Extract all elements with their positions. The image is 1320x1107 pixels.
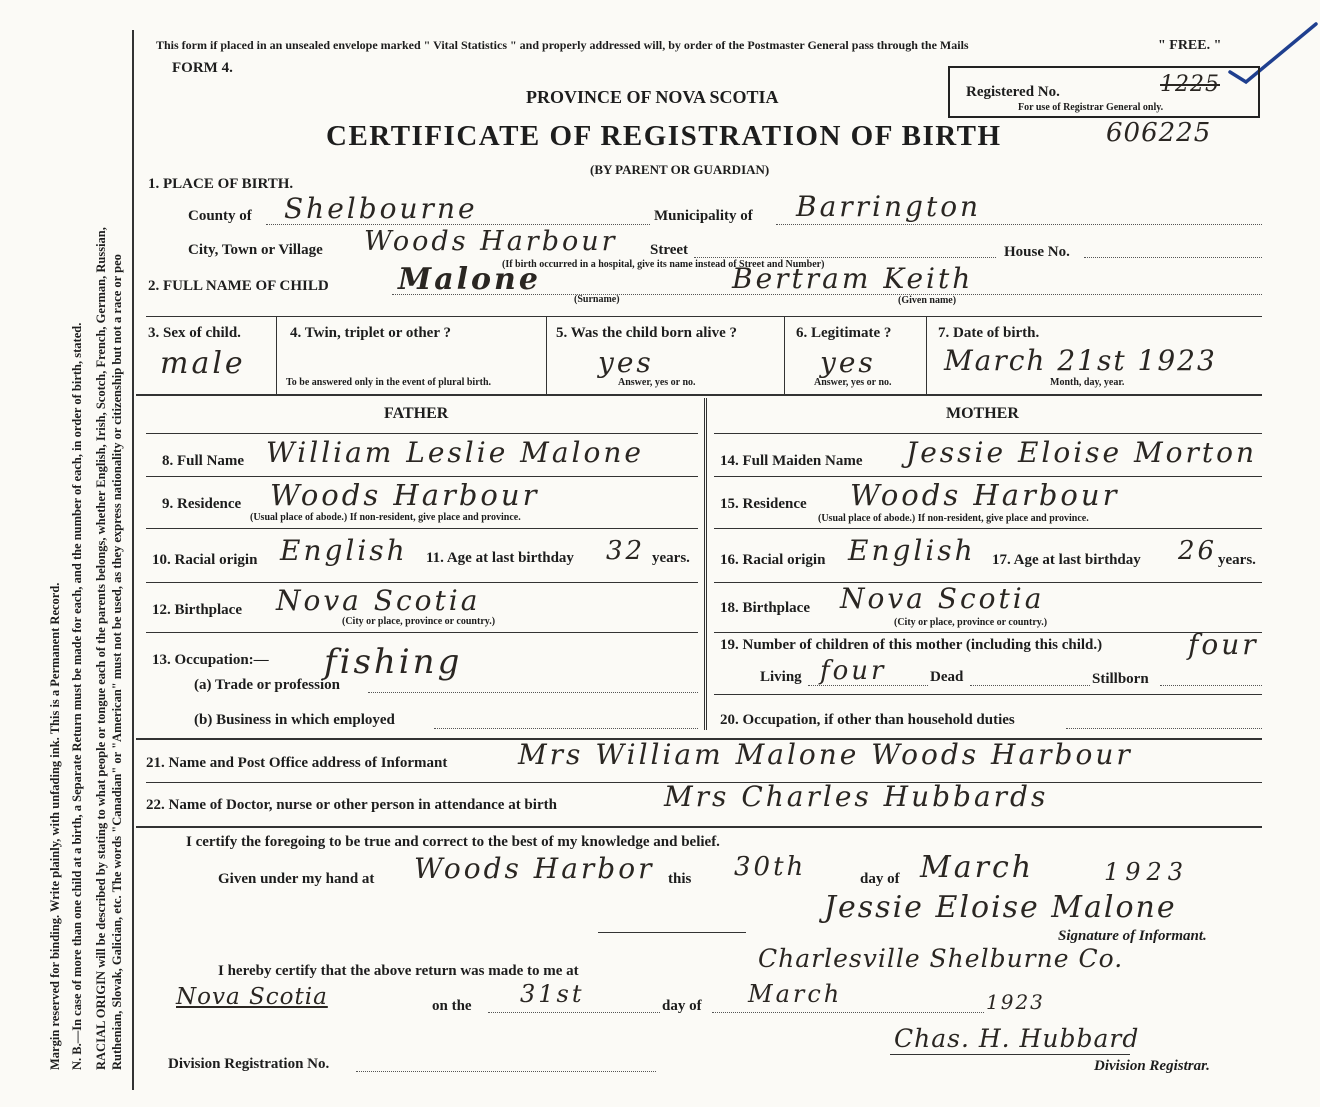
mother-name-label: 14. Full Maiden Name [720,453,863,469]
dob-label: 7. Date of birth. [938,325,1040,341]
father-name[interactable]: William Leslie Malone [266,436,644,469]
trade-label: (a) Trade or profession [194,677,340,693]
postal-notice: This form if placed in an unsealed envelope marked " Vital Statistics " and properly addressed will, by order of the Postmaster General pass through the Mails [156,38,969,52]
mother-name[interactable]: Jessie Eloise Morton [906,436,1258,469]
registered-number-box [948,66,1260,118]
alive-label: 5. Was the child born alive ? [556,325,737,341]
province-heading: PROVINCE OF NOVA SCOTIA [526,87,779,107]
city-label: City, Town or Village [188,242,323,258]
street-line [694,257,996,258]
rule-father-2 [146,528,698,529]
rule-below-row3 [136,394,1262,396]
return-label: I hereby certify that the above return was made to me at [218,963,579,979]
county-label: County of [188,208,252,224]
mother-heading: MOTHER [946,405,1019,422]
county-value[interactable]: Shelbourne [284,192,478,225]
mother-residence-label: 15. Residence [720,496,807,512]
divider-4-5 [546,316,547,394]
mother-children-label: 19. Number of children of this mother (including this child.) [720,637,1103,653]
return-month-line [712,1012,984,1013]
certificate-title: CERTIFICATE OF REGISTRATION OF BIRTH [326,120,1002,152]
return-day[interactable]: 31st [520,980,585,1008]
doctor-label: 22. Name of Doctor, nurse or other person in attendance at birth [146,797,557,813]
return-month[interactable]: March [748,980,843,1008]
child-surname[interactable]: Malone [398,262,541,297]
margin-racial-note-1: RACIAL ORIGIN will be described by stating to what people or tongue each of the parents belongs, whether English, Irish, Scotch, French, German, Russian, [94,227,108,1070]
given-name-caption: (Given name) [898,295,957,306]
hospital-note: (If birth occurred in a hospital, give its name instead of Street and Number) [502,259,825,270]
rule-doctor [136,826,1262,828]
signature-label: Signature of Informant. [1058,928,1207,944]
rule-below-headings-father [146,433,698,434]
mother-age[interactable]: 26 [1178,536,1218,566]
given-place[interactable]: Woods Harbor [414,852,655,885]
municipality-label: Municipality of [654,208,753,224]
mother-birthplace-label: 18. Birthplace [720,600,810,616]
given-day[interactable]: 30th [734,852,807,882]
municipality-line [776,224,1262,225]
child-name-label: 2. FULL NAME OF CHILD [148,278,329,294]
division-no-line [356,1071,656,1072]
certificate-number: 606225 [1106,118,1212,148]
registered-label: Registered No. [966,84,1060,100]
sex-value[interactable]: male [160,346,246,381]
mother-race-label: 16. Racial origin [720,552,826,568]
free-label: " FREE. " [1158,38,1222,53]
return-province[interactable]: Nova Scotia [176,984,328,1010]
dead-line [970,685,1090,686]
margin-binding-note: Margin reserved for binding. Write plainly, with unfading ink. This is a Permanent Record. [48,582,62,1070]
father-years-label: years. [652,550,690,566]
mother-occupation-label: 20. Occupation, if other than household duties [720,712,1015,728]
business-line [434,728,698,729]
given-under-label: Given under my hand at [218,871,375,887]
form-number: FORM 4. [172,60,233,76]
twin-label: 4. Twin, triplet or other ? [290,325,451,341]
county-line [266,224,650,225]
municipality-value[interactable]: Barrington [796,190,982,223]
doctor-value[interactable]: Mrs Charles Hubbards [664,780,1049,813]
father-occupation[interactable]: fishing [324,642,463,682]
mother-occupation-line [1066,728,1262,729]
rule-mother-4 [714,632,1262,633]
mother-birthplace[interactable]: Nova Scotia [840,582,1045,615]
divider-5-6 [784,316,785,394]
legitimate-note: Answer, yes or no. [814,377,892,388]
return-day-line [488,1012,660,1013]
child-given-name[interactable]: Bertram Keith [732,262,974,295]
father-residence[interactable]: Woods Harbour [270,478,540,512]
mother-residence-note: (Usual place of abode.) If non-resident, give place and province. [818,513,1089,524]
father-residence-note: (Usual place of abode.) If non-resident, give place and province. [250,512,521,523]
given-month[interactable]: March [920,850,1035,885]
rule-father-1 [146,476,698,477]
registered-value: 1225 [1160,72,1220,97]
return-year[interactable]: 1923 [986,990,1045,1014]
business-label: (b) Business in which employed [194,712,395,728]
father-residence-label: 9. Residence [162,496,242,512]
father-birthplace[interactable]: Nova Scotia [276,584,481,617]
parents-divider [704,398,707,730]
given-year[interactable]: 1923 [1104,858,1190,886]
margin-nb-note: N. B.—In case of more than one child at a birth, a Separate Return must be made for each, and the number of each, in order of birth, stated. [70,322,84,1070]
trade-line [368,692,698,693]
day-of-label: day of [860,871,900,887]
divider-3-4 [276,316,277,394]
signature-line [598,932,746,933]
informant-label: 21. Name and Post Office address of Informant [146,755,448,771]
child-name-line [392,294,1262,295]
registrar-note: For use of Registrar General only. [1018,102,1164,113]
living-value[interactable]: four [820,656,887,686]
rule-mother-5 [714,694,1262,695]
living-line [808,685,928,686]
legitimate-label: 6. Legitimate ? [796,325,892,341]
division-no-label: Division Registration No. [168,1056,330,1072]
rule-father-3 [146,582,698,583]
father-race[interactable]: English [280,534,408,567]
street-label: Street [650,242,689,258]
on-the-label: on the [432,998,472,1014]
return-place[interactable]: Charlesville Shelburne Co. [758,944,1124,973]
informant-value[interactable]: Mrs William Malone Woods Harbour [518,738,1133,771]
living-label: Living [760,669,802,685]
father-heading: FATHER [384,405,449,422]
father-occupation-label: 13. Occupation:— [152,652,269,668]
house-line [1084,257,1262,258]
dob-value[interactable]: March 21st 1923 [944,344,1217,377]
city-value[interactable]: Woods Harbour [364,226,618,257]
rule-below-name [146,316,1262,317]
rule-mother-2 [714,528,1262,529]
alive-value[interactable]: yes [598,346,654,379]
dead-label: Dead [930,669,964,685]
place-of-birth-label: 1. PLACE OF BIRTH. [148,176,294,192]
dob-note: Month, day, year. [1050,377,1125,388]
mother-children[interactable]: four [1188,628,1259,661]
certify-statement: I certify the foregoing to be true and correct to the best of my knowledge and belief. [186,834,720,850]
rule-father-4 [146,632,698,633]
mother-birthplace-note: (City or place, province or country.) [894,617,1048,628]
mother-race[interactable]: English [848,534,976,567]
father-birthplace-label: 12. Birthplace [152,602,242,618]
father-name-label: 8. Full Name [162,453,245,469]
divider-6-7 [926,316,927,394]
registrar-signature-line [890,1054,1130,1055]
rule-mother-1 [714,476,1262,477]
mother-years-label: years. [1218,552,1256,568]
house-number-label: House No. [1004,244,1070,260]
mother-residence[interactable]: Woods Harbour [850,478,1120,512]
stillborn-line [1160,685,1262,686]
twin-note: To be answered only in the event of plural birth. [286,377,492,388]
alive-note: Answer, yes or no. [618,377,696,388]
mother-age-label: 17. Age at last birthday [992,552,1141,568]
this-label: this [668,871,692,887]
division-registrar-label: Division Registrar. [1094,1058,1210,1074]
informant-signature[interactable]: Jessie Eloise Malone [824,890,1177,925]
margin-rule [132,30,134,1090]
return-day-of-label: day of [662,998,702,1014]
surname-caption: (Surname) [574,294,620,305]
father-race-label: 10. Racial origin [152,552,258,568]
father-birthplace-note: (City or place, province or country.) [342,616,496,627]
registrar-signature[interactable]: Chas. H. Hubbard [894,1024,1140,1053]
father-age-label: 11. Age at last birthday [426,550,574,566]
rule-below-headings-mother [714,433,1262,434]
margin-racial-note-2: Ruthenian, Slovak, Galician, etc. The words "Canadian" or "American" must not be used, as they express nationality or citizenship but not a race or peo [110,254,124,1070]
legitimate-value[interactable]: yes [820,346,876,379]
sex-label: 3. Sex of child. [148,325,241,341]
father-age[interactable]: 32 [606,536,646,566]
stillborn-label: Stillborn [1092,671,1149,687]
certificate-subtitle: (BY PARENT OR GUARDIAN) [590,162,770,177]
